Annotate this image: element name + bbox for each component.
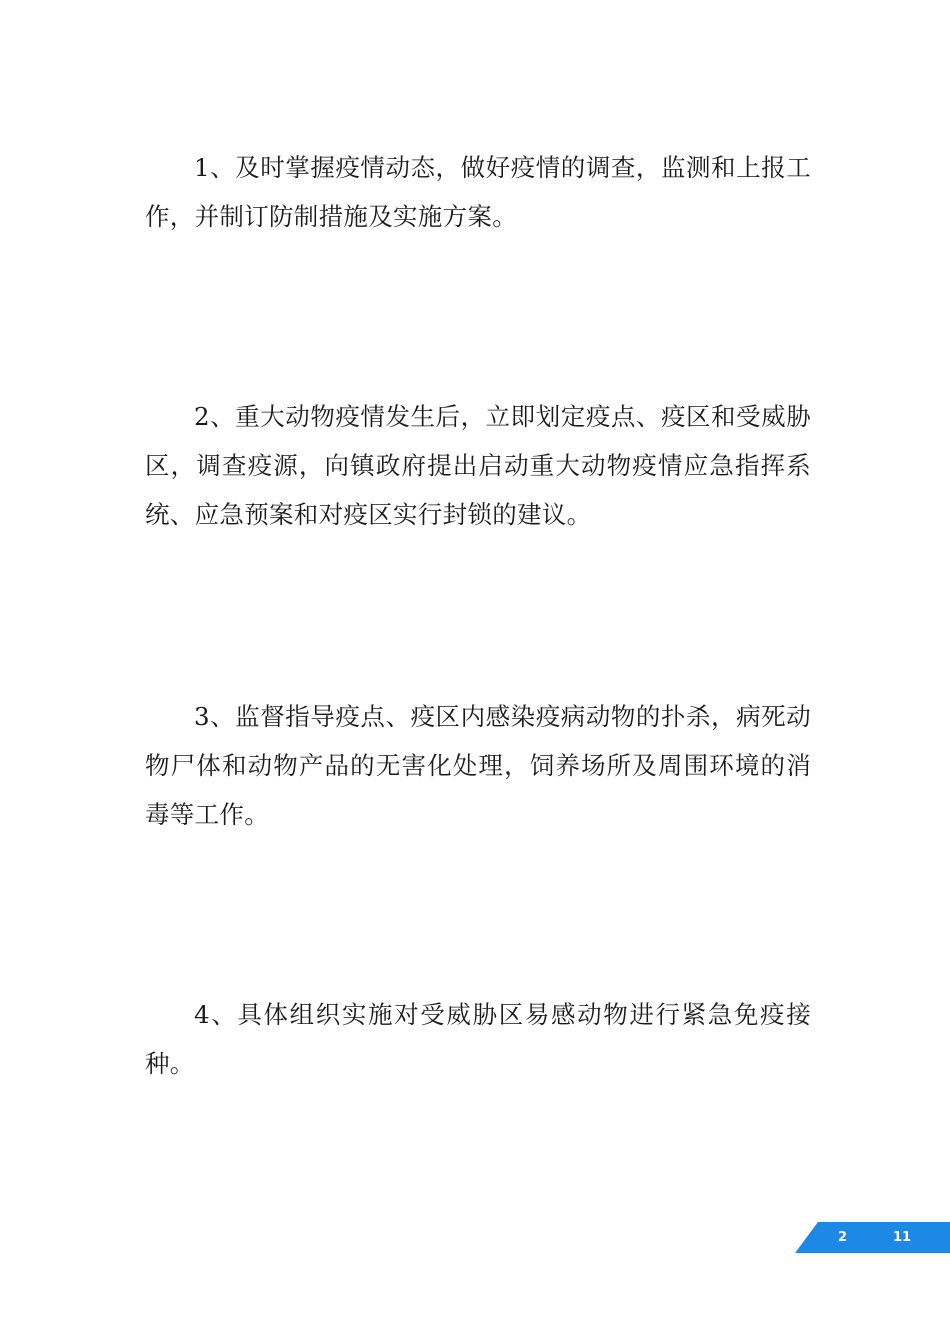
- paragraph-2: 2、重大动物疫情发生后，立即划定疫点、疫区和受威胁区，调查疫源，向镇政府提出启动重大动物疫情应急指挥系统、应急预案和对疫区实行封锁的建议。: [145, 402, 811, 529]
- paragraph-1: 1、及时掌握疫情动态，做好疫情的调查，监测和上报工作，并制订防制措施及实施方案。: [145, 153, 811, 231]
- page-number-band: [0, 1222, 950, 1253]
- current-page-number: 2: [838, 1230, 848, 1245]
- page-number-band-shape: [0, 1222, 950, 1253]
- total-page-count: 11: [893, 1230, 912, 1245]
- paragraph-3: 3、监督指导疫点、疫区内感染疫病动物的扑杀，病死动物尸体和动物产品的无害化处理，饲养场所及周围环境的消毒等工作。: [145, 702, 811, 829]
- paragraph-4: 4、具体组织实施对受威胁区易感动物进行紧急免疫接种。: [145, 1000, 811, 1078]
